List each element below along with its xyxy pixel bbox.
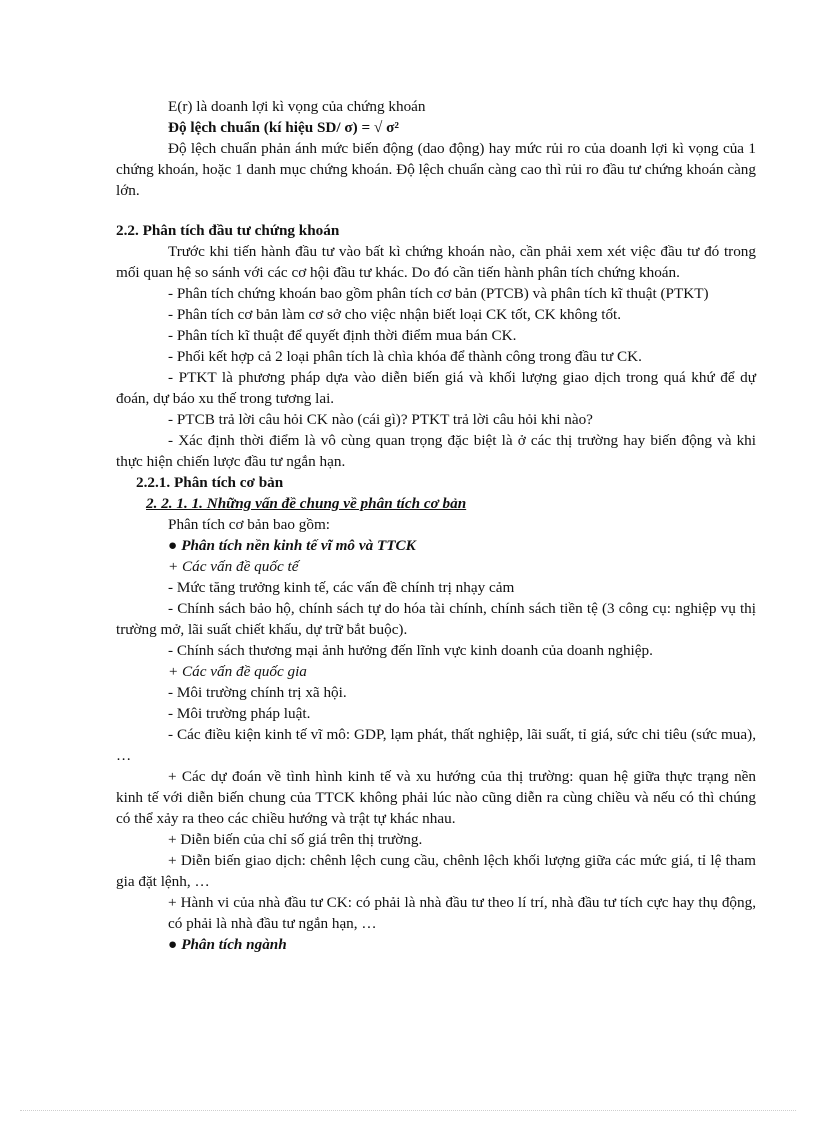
bullet-label: Phân tích nền kinh tế vĩ mô và TTCK	[181, 537, 416, 554]
subheading-international: + Các vấn đề quốc tế	[168, 558, 299, 575]
paragraph-ptcb-includes: Phân tích cơ bản bao gồm:	[168, 516, 330, 533]
list-item: + Diễn biến giao dịch: chênh lệch cung cầu, chênh lệch khối lượng giữa các mức giá, tỉ lệ tham gia đặt lệnh, …	[116, 852, 756, 890]
list-item: - PTCB trả lời câu hỏi CK nào (cái gì)? PTKT trả lời câu hỏi khi nào?	[168, 411, 593, 428]
paragraph-std-dev-description: Độ lệch chuẩn phản ánh mức biến động (dao động) hay mức rủi ro của doanh lợi kì vọng của 1 chứng khoán, hoặc 1 danh mục chứng khoán. Độ lệch chuẩn càng cao thì rủi ro đầu tư chứng khoán càng lớn.	[116, 140, 756, 199]
bullet-label: Phân tích ngành	[181, 936, 287, 953]
list-item: - Các điều kiện kinh tế vĩ mô: GDP, lạm phát, thất nghiệp, lãi suất, tỉ giá, sức chi tiêu (sức mua), …	[116, 726, 756, 764]
bullet-macro-analysis	[116, 535, 756, 556]
list-item: - Phân tích chứng khoán bao gồm phân tích cơ bản (PTCB) và phân tích kĩ thuật (PTKT)	[168, 285, 709, 302]
document-page	[116, 96, 756, 955]
section-heading-2-2: 2.2. Phân tích đầu tư chứng khoán	[116, 222, 340, 239]
list-item: - Chính sách thương mại ảnh hưởng đến lĩnh vực kinh doanh của doanh nghiệp.	[168, 642, 653, 659]
section-heading-2-2-1: 2.2.1. Phân tích cơ bản	[136, 474, 284, 491]
paragraph-er-definition: E(r) là doanh lợi kì vọng của chứng khoán	[168, 98, 426, 115]
list-item: - Môi trường chính trị xã hội.	[168, 684, 347, 701]
list-item: - Phối kết hợp cả 2 loại phân tích là chìa khóa để thành công trong đầu tư CK.	[168, 348, 642, 365]
list-item: + Diễn biến của chỉ số giá trên thị trường.	[168, 831, 423, 848]
subheading-national: + Các vấn đề quốc gia	[168, 663, 307, 680]
list-item: - Phân tích cơ bản làm cơ sở cho việc nhận biết loại CK tốt, CK không tốt.	[168, 306, 622, 323]
list-item: - Xác định thời điểm là vô cùng quan trọng đặc biệt là ở các thị trường hay biến động và khi thực hiện chiến lược đầu tư ngắn hạn.	[116, 432, 756, 470]
heading-underlined-text: 2. 2. 1. 1. Những vấn đề chung về phân tích cơ bản	[146, 495, 467, 512]
list-item: - PTKT là phương pháp dựa vào diễn biến giá và khối lượng giao dịch trong quá khứ để dự đoán, dự báo xu thế trong tương lai.	[116, 369, 756, 407]
bullet-industry-analysis	[116, 934, 756, 955]
bullet-dot-icon: ●	[168, 936, 178, 953]
std-dev-formula: Độ lệch chuẩn (kí hiệu SD/ σ) = √ σ²	[168, 119, 399, 136]
spacer	[116, 201, 756, 220]
paragraph-intro: Trước khi tiến hành đầu tư vào bất kì chứng khoán nào, cần phải xem xét việc đầu tư đó trong mối quan hệ so sánh với các cơ hội đầu tư khác. Do đó cần tiến hành phân tích chứng khoán.	[116, 243, 756, 281]
list-item: - Chính sách bảo hộ, chính sách tự do hóa tài chính, chính sách tiền tệ (3 công cụ: nghiệp vụ thị trường mở, lãi suất chiết khấu, dự trữ bắt buộc).	[116, 600, 756, 638]
page-bottom-divider	[20, 1110, 796, 1111]
list-item: - Phân tích kĩ thuật để quyết định thời điểm mua bán CK.	[168, 327, 517, 344]
bullet-dot-icon: ●	[168, 537, 178, 554]
paragraph-investor-behavior: + Hành vi của nhà đầu tư CK: có phải là nhà đầu tư theo lí trí, nhà đầu tư tích cực hay thụ động, có phải là nhà đầu tư ngắn hạn, …	[168, 894, 756, 932]
section-heading-2-2-1-1	[116, 493, 756, 514]
list-item: + Các dự đoán về tình hình kinh tế và xu hướng của thị trường: quan hệ giữa thực trạng nền kinh tế với diễn biến chung của TTCK không phải lúc nào cũng diễn ra cùng chiều và nếu có thì chúng có thể xảy ra theo các chiều hướng và trật tự khác nhau.	[116, 768, 756, 827]
list-item: - Môi trường pháp luật.	[168, 705, 311, 722]
list-item: - Mức tăng trưởng kinh tế, các vấn đề chính trị nhạy cảm	[168, 579, 515, 596]
